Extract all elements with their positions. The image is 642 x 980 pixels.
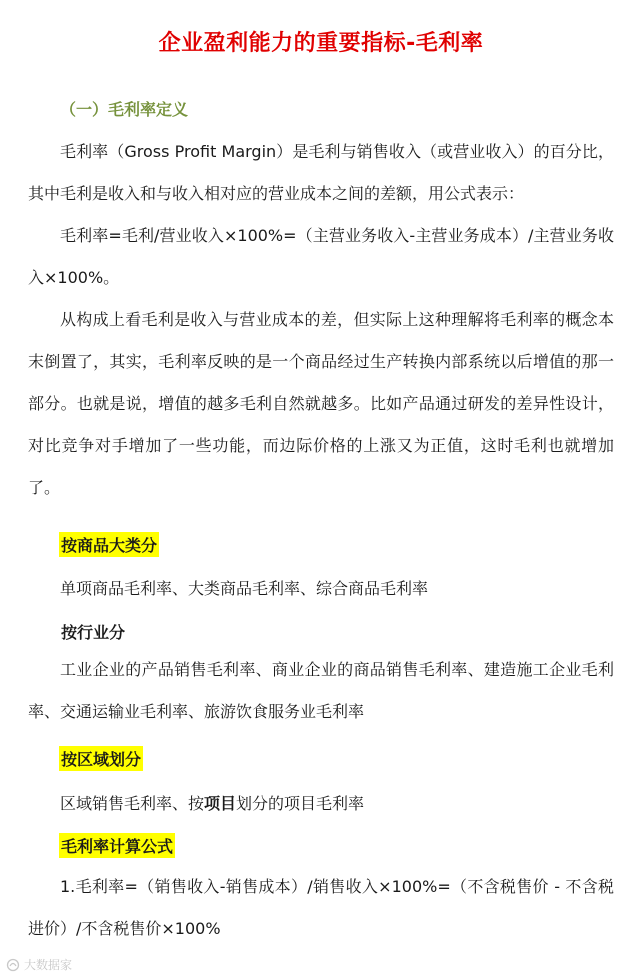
region-text-before: 区域销售毛利率、按 — [60, 794, 205, 813]
paragraph-definition: 毛利率（Gross Profit Margin）是毛利与销售收入（或营业收入）的百分比，其中毛利是收入和与收入相对应的营业成本之间的差额，用公式表示： — [28, 142, 614, 203]
category-text-region — [60, 791, 364, 814]
category-heading-formula: 毛利率计算公式 — [59, 833, 175, 858]
document-title: 企业盈利能力的重要指标-毛利率 — [158, 31, 484, 56]
category-heading-goods: 按商品大类分 — [59, 532, 159, 557]
category-heading-region: 按区域划分 — [59, 746, 143, 771]
region-text-bold: 项目 — [204, 794, 237, 813]
paragraph-formula: 毛利率=毛利/营业收入×100%=（主营业务收入-主营业务成本）/主营业务收入×100%。 — [28, 226, 614, 287]
region-text-after: 划分的项目毛利率 — [236, 794, 365, 813]
category-text-formula: 1.毛利率=（销售收入-销售成本）/销售收入×100%=（不含税售价 - 不含税进价）/不含税售价×100% — [28, 877, 614, 938]
section-heading-definition: （一）毛利率定义 — [60, 100, 189, 119]
paragraph-explanation: 从构成上看毛利是收入与营业成本的差，但实际上这种理解将毛利率的概念本末倒置了，其实，毛利率反映的是一个商品经过生产转换内部系统以后增值的那一部分。也就是说，增值的越多毛利自然就越多。比如产品通过研发的差异性设计，对比竞争对手增加了一些功能，而边际价格的上涨又为正值，这时毛利也就增加了。 — [28, 310, 614, 497]
category-text-goods: 单项商品毛利率、大类商品毛利率、综合商品毛利率 — [60, 579, 429, 598]
category-heading-industry: 按行业分 — [61, 623, 126, 642]
watermark-text: 大数据家 — [24, 958, 73, 972]
watermark-logo-icon — [6, 958, 20, 972]
category-text-industry: 工业企业的产品销售毛利率、商业企业的商品销售毛利率、建造施工企业毛利率、交通运输业毛利率、旅游饮食服务业毛利率 — [28, 660, 614, 721]
watermark — [6, 956, 72, 973]
